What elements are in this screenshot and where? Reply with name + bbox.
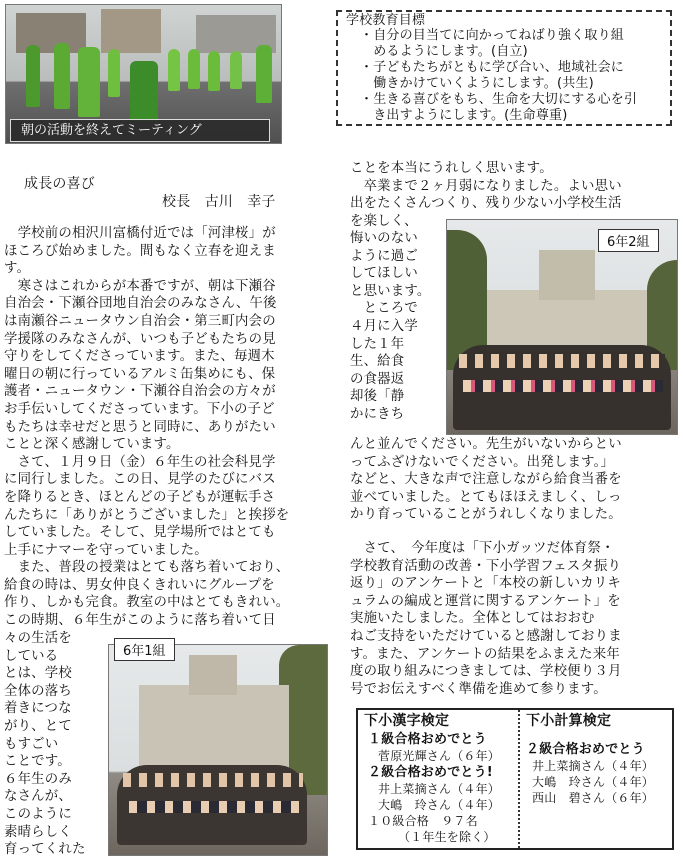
text-line: さて、１月９日（金）６年生の社会科見学 (4, 454, 276, 470)
school-goals-item: ・子どもたちがともに学び合い、地域社会に (360, 60, 625, 75)
text-line: 上手にナマーを守っていました。 (4, 542, 208, 558)
photo-person (230, 51, 242, 89)
school-goals-heading: 学校教育目標 (346, 13, 426, 28)
text-line: を降りるとき、ほとんどの子どもが運転手さ (4, 489, 276, 505)
photo-tower (539, 250, 595, 300)
kanji-test-section (364, 712, 516, 845)
text-line: 返り」のアンケートと「本校の新しいカリキ (350, 576, 622, 592)
photo-morning-meeting (5, 4, 282, 144)
right-bottom-text (350, 540, 680, 698)
text-line: と思います。 (350, 283, 431, 299)
photo-students-faces (123, 773, 303, 787)
text-line: 全体の落ち (4, 683, 72, 699)
photo-students-faces (459, 354, 665, 368)
text-line: を楽しく、 (350, 213, 418, 229)
text-line: ュラムの編成と運営に関するアンケート」を (350, 593, 621, 609)
photo-person (26, 45, 40, 107)
text-line: んたちに「ありがとうございました」と挨拶を (4, 507, 290, 523)
text-line: 守りをしてくださっています。また、毎週木 (4, 349, 275, 365)
text-line: ことです。 (4, 754, 71, 770)
kanji-test-title: 下小漢字検定 (364, 713, 450, 729)
text-line: 育ってくれた (4, 842, 86, 858)
text-line: ４月に入学 (350, 318, 418, 334)
photo-person (130, 61, 158, 121)
text-line: 々の生活を (4, 631, 72, 646)
text-line: 生、給食 (350, 354, 405, 370)
text-line: がり、とて (4, 718, 72, 734)
text-line: ほころび始めました。間もなく立春を迎えま (4, 243, 276, 259)
kanji-test-line: １０級合格 ９７名 (368, 814, 478, 828)
text-line: この時期、６年生がこのように落ち着いて日 (4, 613, 276, 629)
article-title: 成長の喜び (24, 176, 95, 192)
photo-class-6-1 (108, 644, 328, 856)
text-line: とは、学校 (4, 666, 72, 682)
left-column-text (4, 225, 334, 630)
text-line: の食器返 (350, 371, 405, 387)
calc-test-title: 下小計算検定 (526, 713, 612, 729)
photo-bg-house (101, 9, 161, 53)
text-line: 学校前の相沢川富橋付近では「河津桜」が (4, 226, 276, 241)
text-line: 素晴らしく (4, 824, 72, 840)
text-line: 学校教育活動の改善・下小学習フェスタ振り (350, 558, 622, 574)
right-mid-text (350, 436, 680, 524)
text-line: ねご支持をいただけていると感謝しておりま (350, 628, 622, 644)
text-line: 並べていました。とてもほほえましく、しっ (350, 489, 622, 505)
text-line: 悔いのない (350, 231, 418, 246)
text-line: かにきち (350, 406, 405, 422)
right-narrow-text (350, 230, 446, 424)
test-results-box (356, 708, 674, 850)
calc-test-line: 井上菜摘さん（４年） (532, 759, 655, 773)
text-line: す。また、アンケートの結果をふまえた来年 (350, 646, 620, 662)
text-line: んと並んでください。先生がいないからとい (350, 437, 622, 452)
text-line: 着きにつな (4, 701, 72, 717)
kanji-test-line: 菅原光輝さん（６年） (378, 749, 501, 763)
text-line: お手伝いしてくださっています。下小の子ど (4, 401, 275, 417)
text-line: した１年 (350, 336, 405, 352)
photo-tower (189, 655, 237, 695)
text-line: 学援隊のみなさんが、いつも子どもたちの見 (4, 331, 276, 347)
school-goals-item: ・生きる喜びをもち、生命を大切にする心を引 (360, 92, 638, 107)
text-line: 寒さはこれからが本番ですが、朝は下瀬谷 (4, 278, 276, 294)
text-line: 実施いたしました。全体としてはおおむ (350, 611, 595, 627)
text-line: ６年生のみ (4, 771, 72, 787)
text-line: なさんが、 (4, 789, 72, 805)
text-line: また、普段の授業はとても落ち着いており、 (4, 560, 290, 576)
kanji-test-line: 大嶋 玲さん（４年） (378, 798, 501, 812)
text-line: 卒業まで２ヶ月弱になりました。よい思い (350, 178, 622, 194)
text-line: 度の取り組みにつきましては、学校便り３月 (350, 664, 622, 680)
photo-person (208, 51, 220, 91)
text-line: さて、 今年度は「下小ガッツだ体育祭・ (350, 541, 615, 556)
photo-person (78, 47, 100, 117)
photo-person (256, 45, 272, 103)
article-author: 校長 古川 幸子 (162, 194, 276, 210)
box-divider (518, 710, 520, 848)
photo-building (139, 685, 289, 775)
text-line: 出をたくさんつくり、残り少ない小学校生活 (350, 196, 622, 212)
kanji-test-line: １級合格おめでとう (368, 732, 487, 747)
text-line: ってふざけないでください。出発します。」 (350, 454, 615, 470)
text-line: 護者・ニュータウン・下瀬谷自治会の方々が (4, 384, 276, 400)
text-line: してほしい (350, 266, 418, 282)
photo-caption-6-2: 6年2組 (598, 229, 659, 252)
school-goals-item: ・自分の目当てに向かってねばり強く取り組 (360, 28, 625, 43)
text-line: 自治会・下瀬谷団地自治会のみなさん、午後 (4, 296, 277, 312)
text-line: 給食の時は、男女仲良くきれいにグループを (4, 577, 275, 593)
text-line: ように過ご (350, 248, 418, 264)
text-line: などと、大きな声で注意しながら給食当番を (350, 472, 622, 488)
school-goals-item: き出すようにします。(生命尊重) (360, 108, 568, 123)
photo-students-faces (463, 380, 663, 392)
text-line: している (4, 648, 59, 664)
photo-caption-6-1: 6年1組 (114, 638, 175, 661)
text-line: かり育っていることがうれしくなりました。 (350, 507, 622, 523)
kanji-test-line: ２級合格おめでとう! (368, 765, 493, 780)
photo-person (54, 43, 70, 109)
text-line: 号でお伝えすべく準備を進めて参ります。 (350, 681, 607, 697)
photo-person (108, 49, 120, 97)
kanji-test-line: （１年生を除く） (398, 830, 496, 844)
text-line: もすごい (4, 736, 59, 752)
school-goals-item: 働きかけていくようにします。(共生) (360, 76, 594, 91)
text-line: ことを本当にうれしく思います。 (350, 161, 553, 176)
calc-test-line: 大嶋 玲さん（４年） (532, 775, 655, 789)
kanji-test-line: 井上菜摘さん（４年） (378, 782, 501, 796)
text-line: していました。そして、見学場所ではとても (4, 525, 276, 541)
text-line: ところで (350, 301, 418, 317)
text-line: 曜日の朝に行っているアルミ缶集めにも、保 (4, 366, 276, 382)
calc-test-line: 西山 碧さん（６年） (532, 791, 655, 805)
text-line: に同行しました。この日、見学のたびにバス (4, 472, 276, 488)
photo-caption-morning: 朝の活動を終えてミーティング (10, 119, 270, 142)
school-goals-box (336, 10, 672, 126)
calc-test-line: ２級合格おめでとう (526, 742, 645, 757)
calc-test-section (526, 712, 672, 806)
text-line: ことと深く感謝しています。 (4, 437, 180, 453)
photo-students-faces (129, 801, 299, 813)
text-line: このように (4, 806, 72, 822)
left-narrow-text (4, 630, 108, 859)
school-goals-item: めるようにします。(自立) (360, 44, 528, 59)
photo-person (188, 49, 200, 89)
photo-person (168, 49, 180, 91)
text-line: 却後「静 (350, 389, 405, 405)
text-line: す。 (4, 261, 31, 277)
text-line: 作り、しかも完食。教室の中はとてもきれい。 (4, 595, 290, 611)
text-line: は南瀬谷ニュータウン自治会・第三町内会の (4, 313, 276, 329)
text-line: もたちは幸せだと思うと同時に、ありがたい (4, 419, 276, 435)
